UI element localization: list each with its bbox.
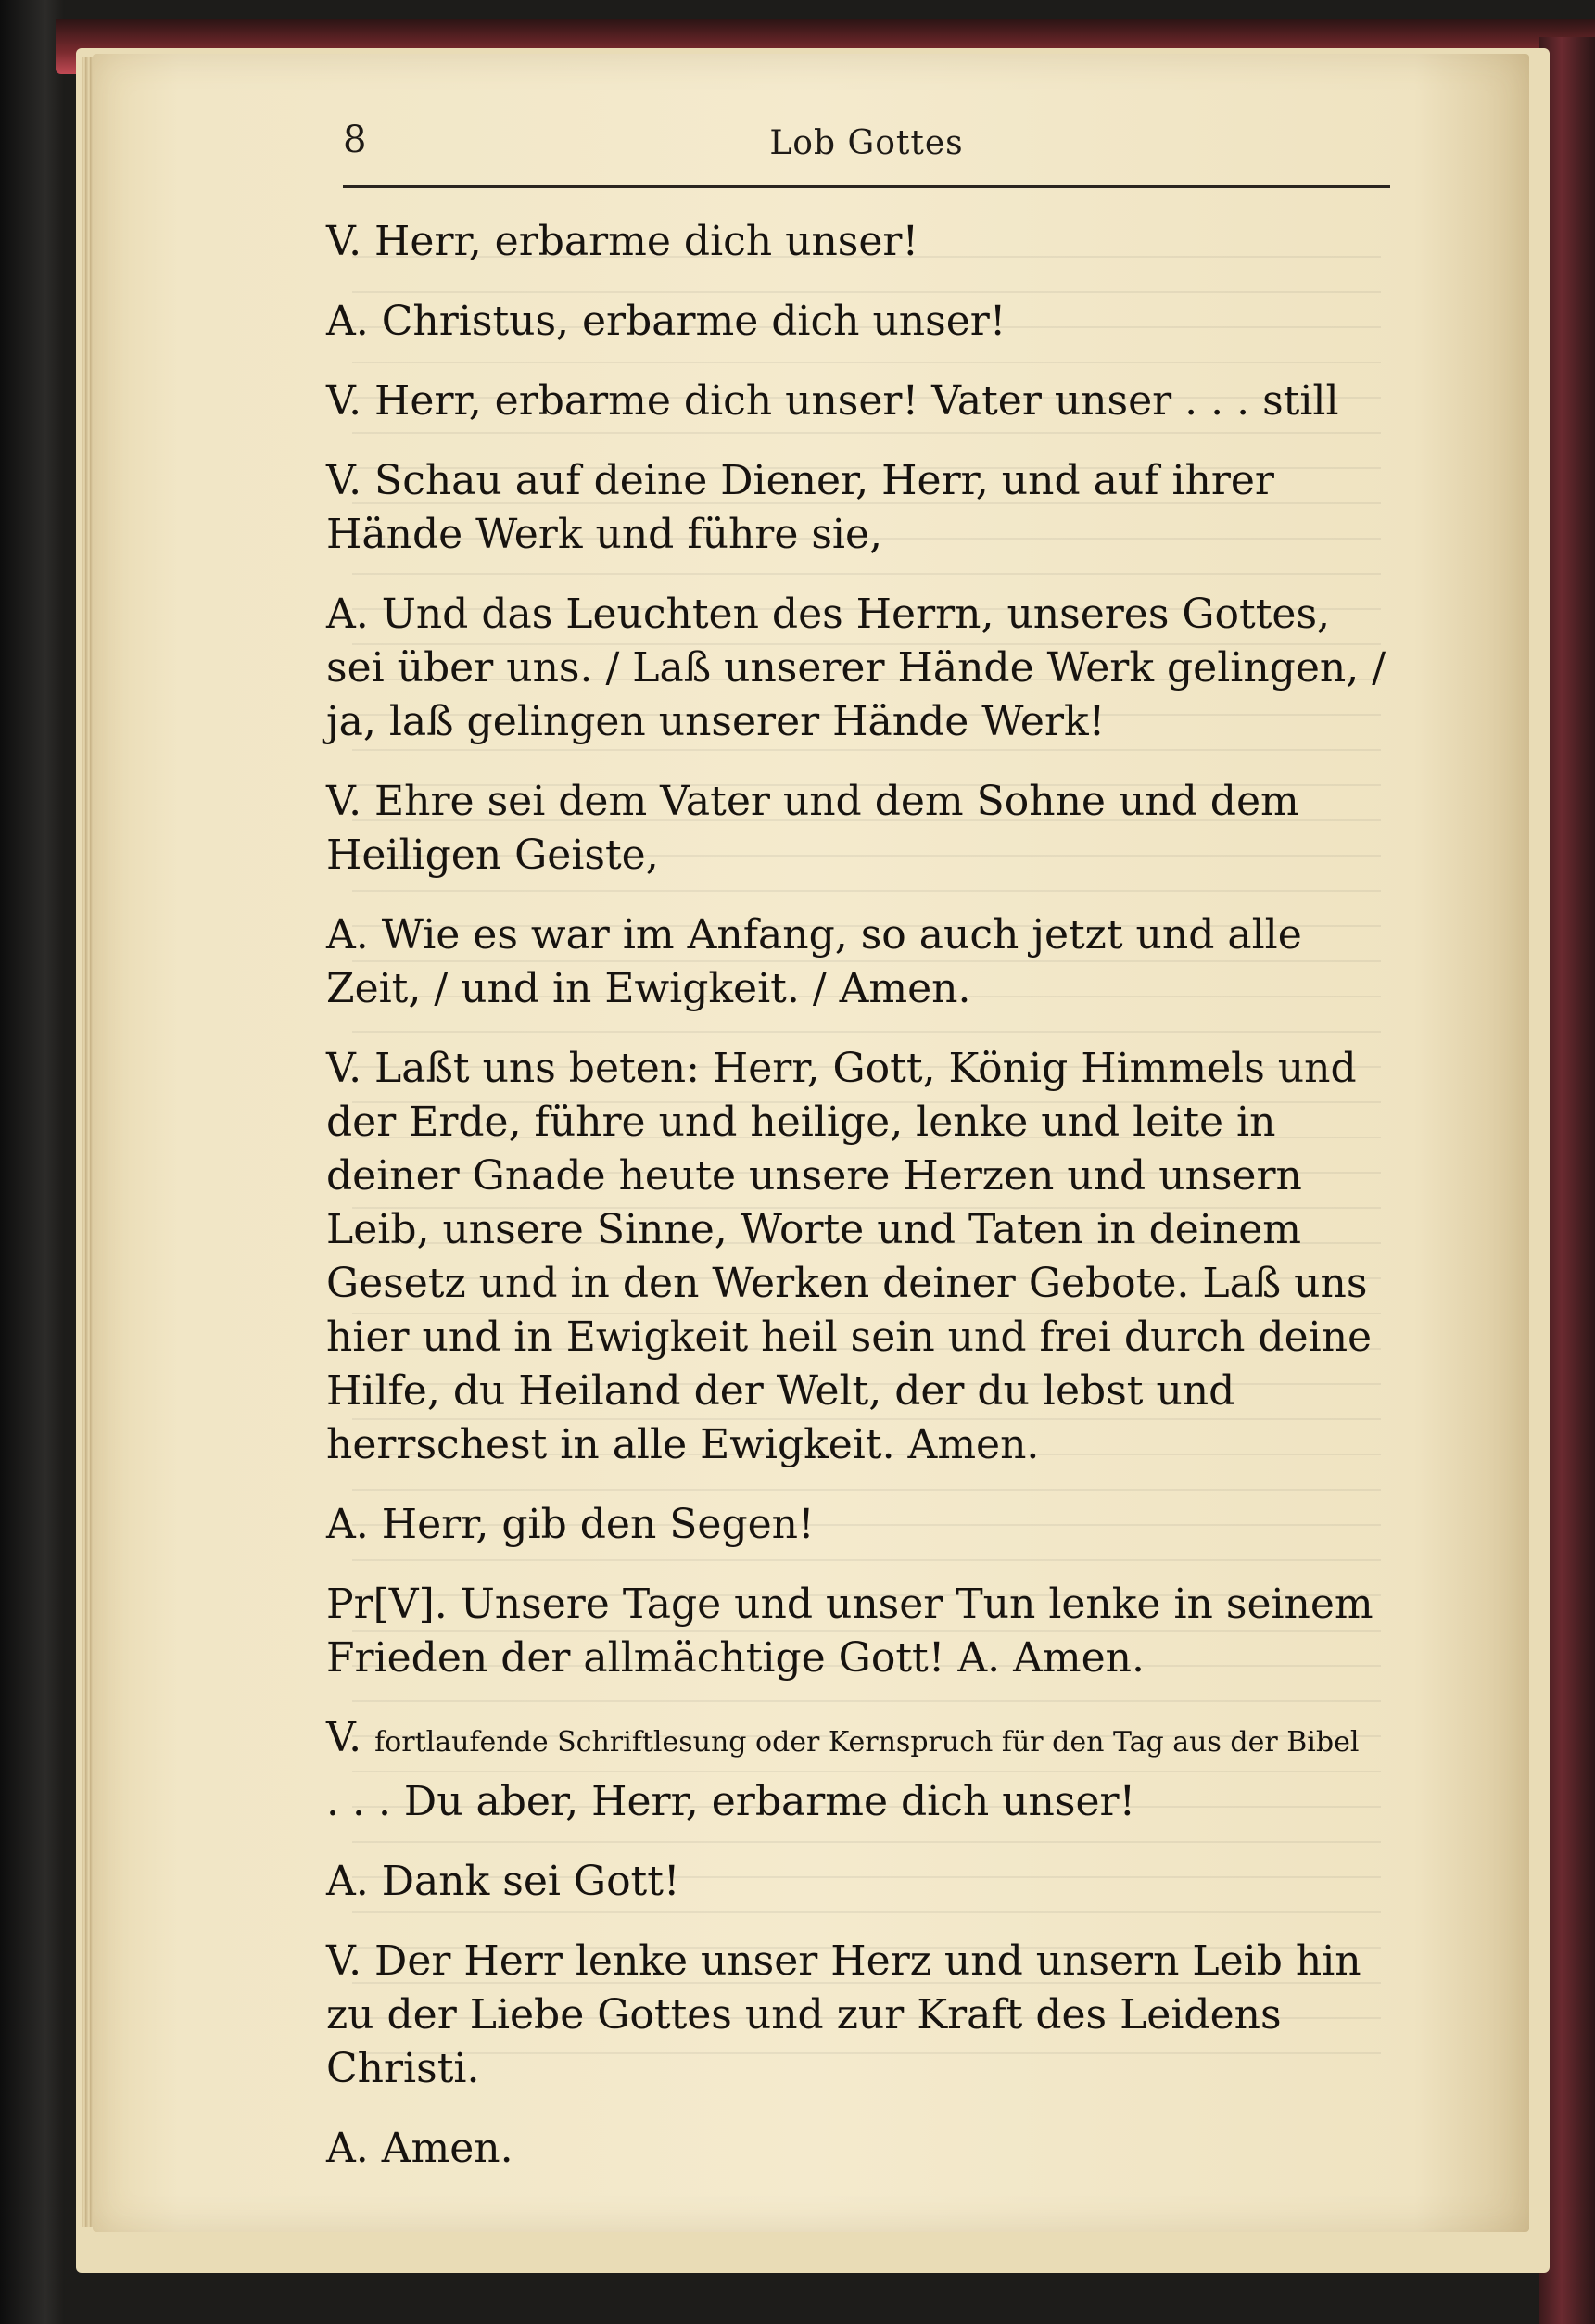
closing-2: V. Der Herr lenke unser Herz und unsern Leib hin zu der Liebe Gottes und zur Kraft des Leidens Christi. bbox=[326, 1937, 1361, 2092]
scripture-note-line bbox=[326, 1711, 1392, 1770]
paragraph-5: A. Und das Leuchten des Herrn, unseres Gottes, sei über uns. / Laß unserer Hände Werk gelingen, / ja, laß gelingen unserer Hände Werk! bbox=[326, 591, 1386, 745]
paragraph-2: A. Christus, erbarme dich unser! bbox=[326, 298, 1006, 345]
paragraph-10: Pr[V]. Unsere Tage und unser Tun lenke in seinem Frieden der allmächtige Gott! A. Amen. bbox=[326, 1581, 1373, 1682]
paragraph-6: V. Ehre sei dem Vater und dem Sohne und dem Heiligen Geiste, bbox=[326, 778, 1299, 879]
closing-3: A. Amen. bbox=[326, 2125, 513, 2172]
paragraph-4: V. Schau auf deine Diener, Herr, und auf ihrer Hände Werk und führe sie, bbox=[326, 457, 1274, 558]
running-head: Lob Gottes bbox=[769, 124, 964, 162]
paragraph-7: A. Wie es war im Anfang, so auch jetzt und alle Zeit, / und in Ewigkeit. / Amen. bbox=[326, 911, 1302, 1012]
book-cover-edge bbox=[0, 0, 65, 2324]
scripture-note-prefix: V. bbox=[326, 1714, 362, 1761]
paragraph-8: V. Laßt uns beten: Herr, Gott, König Himmels und der Erde, führe und heilige, lenke und leite in deiner Gnade heute unsere Herzen und unsern Leib, unsere Sinne, Worte und Taten in deinem Gesetz und in den Werken deiner Gebote. Laß uns hier und in Ewigkeit heil sein und frei durch deine Hilfe, du Heiland der Welt, der du lebst und herrschest in alle Ewigkeit. Amen. bbox=[326, 1045, 1373, 1468]
paragraph-9: A. Herr, gib den Segen! bbox=[326, 1501, 815, 1548]
paragraph-3: V. Herr, erbarme dich unser! Vater unser . . . still bbox=[326, 377, 1339, 425]
page-number: 8 bbox=[343, 119, 367, 161]
scripture-note-continuation: . . . Du aber, Herr, erbarme dich unser! bbox=[326, 1778, 1136, 1825]
paragraph-1: V. Herr, erbarme dich unser! bbox=[326, 218, 919, 265]
closing-1: A. Dank sei Gott! bbox=[326, 1858, 680, 1905]
page-body bbox=[326, 215, 1392, 2202]
page-header bbox=[343, 119, 1390, 188]
scripture-note: fortlaufende Schriftlesung oder Kernspruch für den Tag aus der Bibel bbox=[374, 1726, 1360, 1759]
